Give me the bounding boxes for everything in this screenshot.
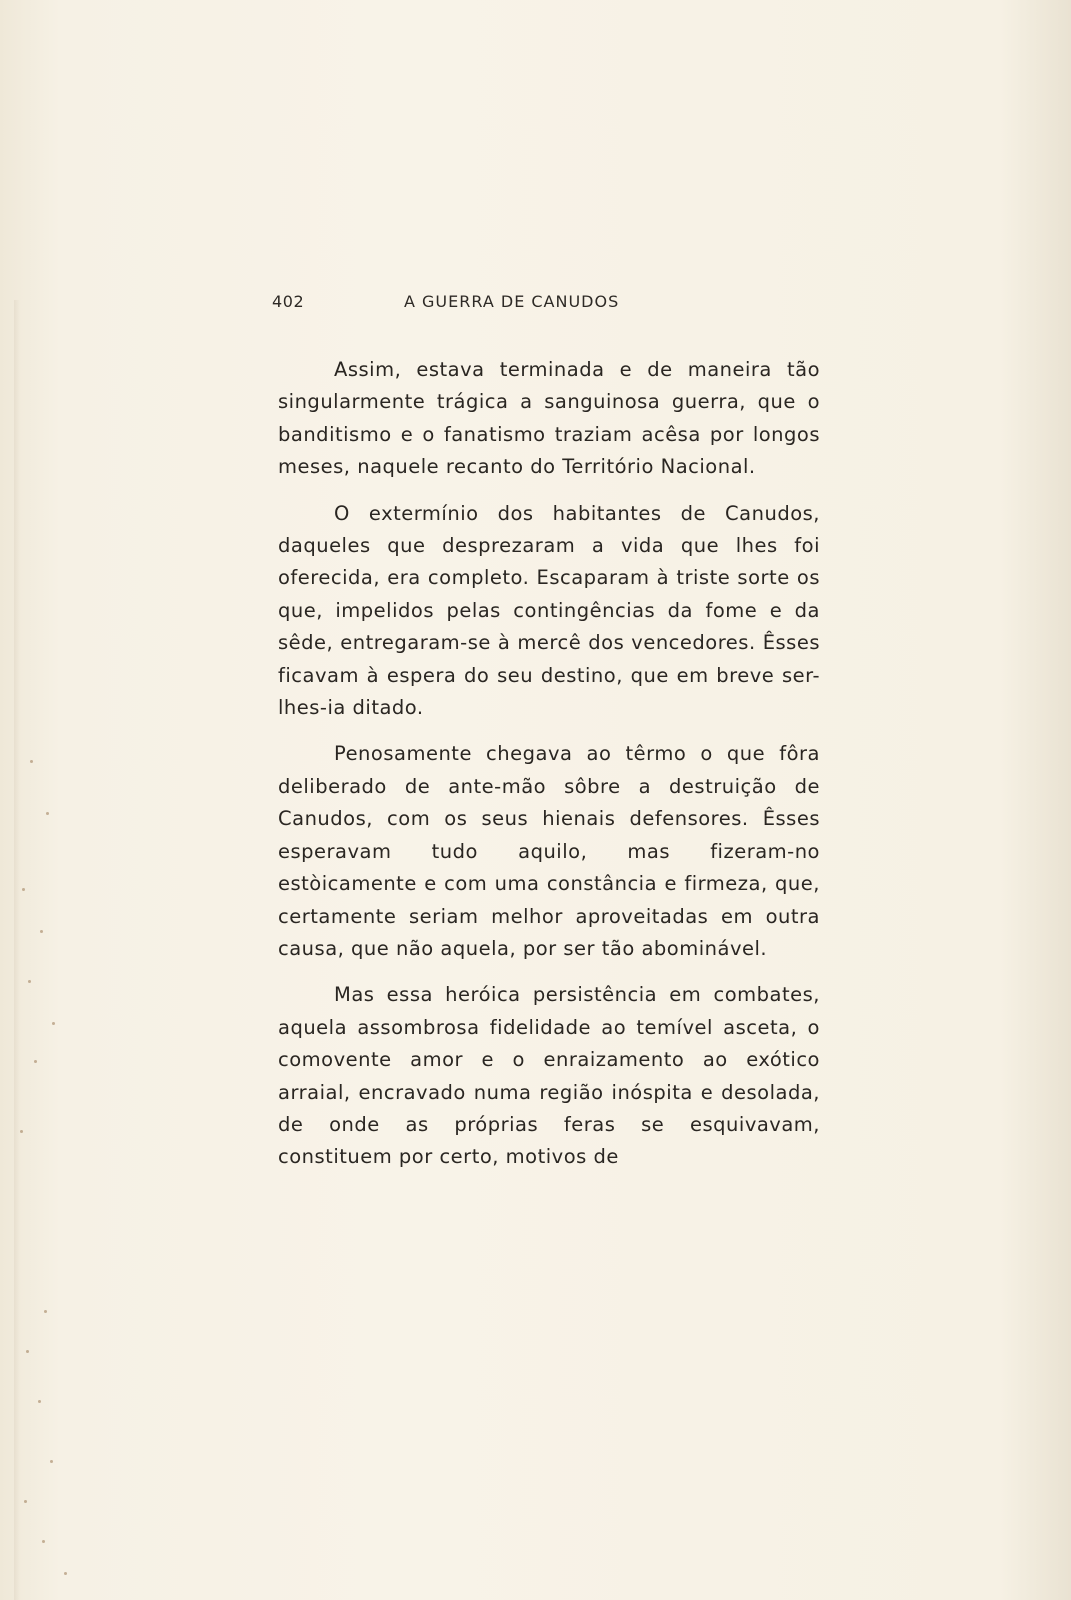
page-header [272,292,812,316]
foxing-speck [20,1130,23,1133]
foxing-speck [24,1500,27,1503]
paragraph: O extermínio dos habitantes de Canudos, daqueles que desprezaram a vida que lhes foi oferecida, era completo. Escaparam à triste sorte os que, impelidos pelas contingências da fome e da sêde, entregaram-se à mercê dos vencedores. Êsses ficavam à espera do seu destino, que em breve ser-lhes-ia ditado. [278,501,820,720]
foxing-speck [64,1572,67,1575]
paragraph: Assim, estava terminada e de maneira tão singularmente trágica a sanguinosa guerra, que o banditismo e o fanatismo traziam acêsa por longos meses, naquele recanto do Território Nacional. [278,358,820,479]
foxing-speck [28,980,31,983]
foxing-speck [26,1350,29,1353]
foxing-speck [42,1540,45,1543]
foxing-speck [40,930,43,933]
paragraph: Mas essa heróica persistência em combates, aquela assombrosa fidelidade ao temível asceta, o comovente amor e o enraizamento ao exótico arraial, encravado numa região inóspita e desolada, de onde as próprias feras se esquivavam, constituem por certo, motivos de [278,983,820,1169]
foxing-speck [44,1310,47,1313]
foxing-speck [30,760,33,763]
foxing-speck [52,1022,55,1025]
body-text [278,354,820,1188]
page-number: 402 [272,292,305,311]
foxing-speck [46,812,49,815]
paragraph: Penosamente chegava ao têrmo o que fôra deliberado de ante-mão sôbre a destruição de Canudos, com os seus hienais defensores. Êsses esperavam tudo aquilo, mas fizeram-no estòicamente e com uma constância e firmeza, que, certamente seriam melhor aproveitadas em outra causa, que não aquela, por ser tão abominável. [278,742,820,960]
foxing-speck [22,888,25,891]
running-title: A GUERRA DE CANUDOS [404,292,620,311]
page-gutter-shadow [14,300,20,1600]
foxing-speck [50,1460,53,1463]
foxing-speck [34,1060,37,1063]
foxing-speck [38,1400,41,1403]
